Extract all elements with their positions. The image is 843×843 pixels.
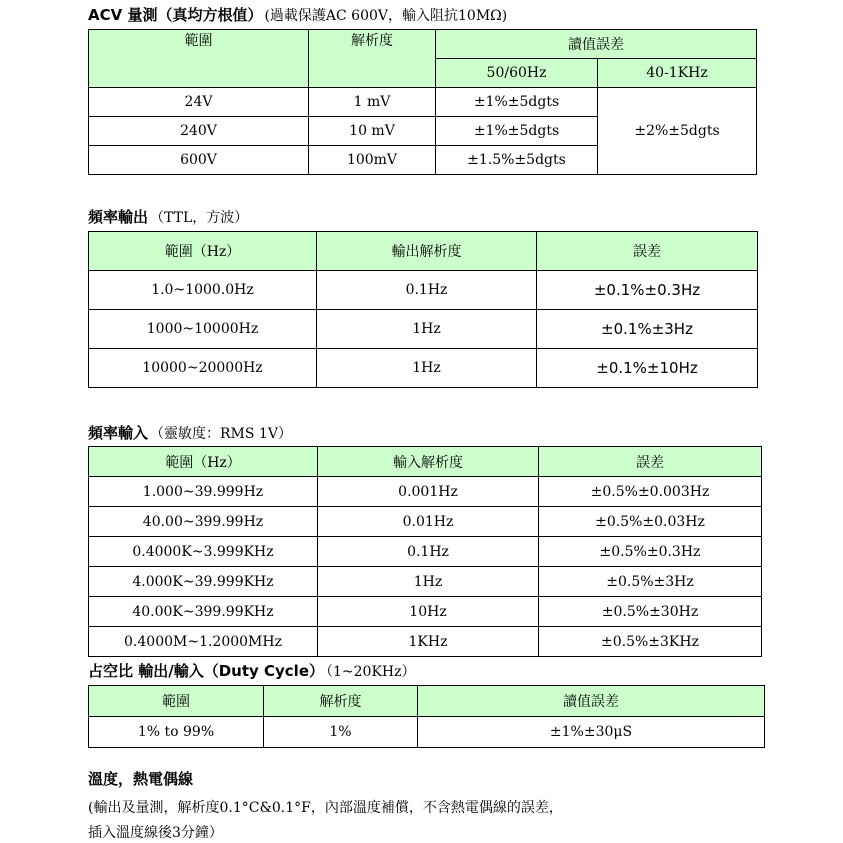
freq-out-title: 頻率輸出 (88, 208, 149, 226)
duty-header-accuracy: 讀值誤差 (418, 686, 765, 717)
temp-title: 溫度，熱電偶線 (88, 770, 194, 788)
freq-in-row-error: ±0.5%±0.03Hz (539, 507, 762, 537)
duty-subtitle: （1~20KHz） (326, 664, 416, 680)
acv-row-accuracy: ±1.5%±5dgts (436, 146, 598, 175)
acv-header-50-60hz: 50/60Hz (436, 59, 598, 88)
acv-subtitle: (過載保護AC 600V，輸入阻抗10MΩ) (264, 8, 508, 24)
freq-in-subtitle: （靈敏度：RMS 1V） (150, 426, 292, 442)
freq-in-row-range: 4.000K~39.999KHz (89, 567, 318, 597)
acv-merged-accuracy: ±2%±5dgts (598, 88, 757, 175)
acv-row-range: 240V (89, 117, 309, 146)
acv-row-accuracy: ±1%±5dgts (436, 117, 598, 146)
temp-note-line1: (輸出及量測，解析度0.1°C&0.1°F，內部溫度補償，不含熱電偶線的誤差， (88, 800, 563, 816)
freq-in-row-resolution: 0.1Hz (318, 537, 539, 567)
acv-title: ACV 量測（真均方根值） (88, 6, 263, 24)
acv-row-resolution: 10 mV (309, 117, 436, 146)
freq-in-row-resolution: 0.01Hz (318, 507, 539, 537)
freq-out-header-resolution: 輸出解析度 (317, 232, 537, 271)
duty-row-resolution: 1% (264, 717, 418, 748)
freq-in-row-resolution: 1Hz (318, 567, 539, 597)
freq-out-row-resolution: 1Hz (317, 310, 537, 349)
freq-in-header-resolution: 輸入解析度 (318, 447, 539, 477)
freq-in-row-error: ±0.5%±0.3Hz (539, 537, 762, 567)
acv-header-range: 範圍 (89, 30, 309, 88)
acv-header-40-1khz: 40-1KHz (598, 59, 757, 88)
acv-row-range: 24V (89, 88, 309, 117)
freq-out-section-title (88, 206, 248, 227)
freq-in-row-error: ±0.5%±3KHz (539, 627, 762, 657)
duty-header-resolution: 解析度 (264, 686, 418, 717)
temp-section-title (88, 768, 193, 789)
freq-out-row-range: 1.0~1000.0Hz (89, 271, 317, 310)
acv-section-title (88, 4, 507, 25)
freq-out-row-error: ±0.1%±10Hz (537, 349, 758, 388)
freq-in-row-range: 40.00~399.99Hz (89, 507, 318, 537)
freq-out-header-range: 範圍（Hz） (89, 232, 317, 271)
duty-header-range: 範圍 (89, 686, 264, 717)
freq-in-row-range: 1.000~39.999Hz (89, 477, 318, 507)
acv-header-resolution: 解析度 (309, 30, 436, 88)
freq-in-row-range: 0.4000K~3.999KHz (89, 537, 318, 567)
freq-in-row-error: ±0.5%±30Hz (539, 597, 762, 627)
freq-in-row-error: ±0.5%±0.003Hz (539, 477, 762, 507)
freq-out-row-error: ±0.1%±3Hz (537, 310, 758, 349)
duty-section-title (88, 660, 416, 681)
freq-in-row-range: 0.4000M~1.2000MHz (89, 627, 318, 657)
freq-out-row-resolution: 1Hz (317, 349, 537, 388)
acv-table (88, 29, 757, 175)
freq-in-table (88, 446, 762, 657)
acv-header-accuracy: 讀值誤差 (436, 30, 757, 59)
freq-in-header-error: 誤差 (539, 447, 762, 477)
acv-row-resolution: 1 mV (309, 88, 436, 117)
duty-row-accuracy: ±1%±30μS (418, 717, 765, 748)
freq-in-row-resolution: 0.001Hz (318, 477, 539, 507)
duty-row-range: 1% to 99% (89, 717, 264, 748)
freq-in-section-title (88, 422, 292, 443)
freq-in-header-range: 範圍（Hz） (89, 447, 318, 477)
acv-row-range: 600V (89, 146, 309, 175)
acv-row-accuracy: ±1%±5dgts (436, 88, 598, 117)
freq-out-header-error: 誤差 (537, 232, 758, 271)
freq-out-subtitle: （TTL，方波） (150, 210, 249, 226)
freq-out-table (88, 231, 758, 388)
freq-in-row-resolution: 10Hz (318, 597, 539, 627)
freq-in-row-range: 40.00K~399.99KHz (89, 597, 318, 627)
duty-title: 占空比 輸出/輸入（Duty Cycle） (88, 662, 324, 680)
freq-in-title: 頻率輸入 (88, 424, 149, 442)
temp-note-line2: 插入溫度線後3分鐘） (88, 825, 223, 841)
freq-in-row-error: ±0.5%±3Hz (539, 567, 762, 597)
freq-in-row-resolution: 1KHz (318, 627, 539, 657)
freq-out-row-range: 1000~10000Hz (89, 310, 317, 349)
freq-out-row-resolution: 0.1Hz (317, 271, 537, 310)
freq-out-row-error: ±0.1%±0.3Hz (537, 271, 758, 310)
duty-table (88, 685, 765, 748)
acv-row-resolution: 100mV (309, 146, 436, 175)
freq-out-row-range: 10000~20000Hz (89, 349, 317, 388)
